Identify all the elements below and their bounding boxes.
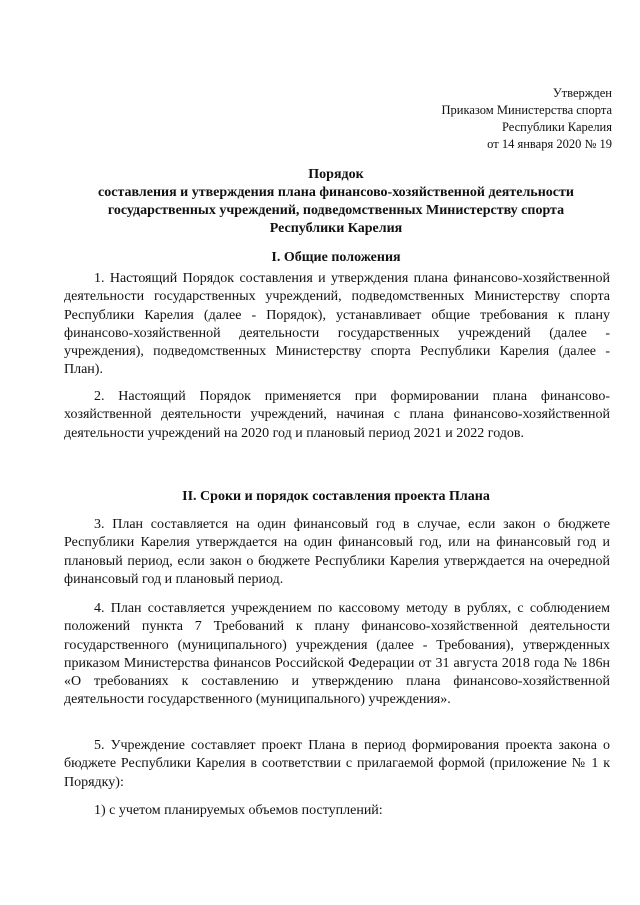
paragraph-6: 1) с учетом планируемых объемов поступлений: [94,803,383,818]
title-line-2: составления и утверждения плана финансово-хозяйственной деятельности [98,185,574,200]
approval-stamp [442,85,612,153]
approval-line-3: Республики Карелия [501,120,612,134]
section-heading-terms: II. Сроки и порядок составления проекта Плана [182,489,490,504]
paragraph-3: 3. План составляется на один финансовый год в случае, если закон о бюджете Республики Карелия утверждается на один финансовый год, или на финансовый год и плановый период, если закон о бюджете Республики Карелия утверждается на очередной финансовый год и плановый период. [64,517,610,587]
paragraph-4: 4. План составляется учреждением по кассовому методу в рублях, с соблюдением положений пункта 7 Требований к плану финансово-хозяйственной деятельности государственного (муниципального) учреждения (далее - Требования), утвержденных приказом Министерства финансов Российской Федерации от 31 августа 2018 года № 186н «О требованиях к составлению и утверждению плана финансово-хозяйственной деятельности государственного (муниципального) учреждения». [64,601,610,708]
paragraph-1: 1. Настоящий Порядок составления и утверждения плана финансово-хозяйственной деятельности государственных учреждений, подведомственных Министерству спорта Республики Карелия (далее - Порядок), устанавливает общие требования к плану финансово-хозяйственной деятельности государственных учреждений (далее - учреждения), подведомственных Министерству спорта Республики Карелия (далее - План). [64,271,610,378]
section-heading-general: I. Общие положения [271,250,401,265]
paragraph-2: 2. Настоящий Порядок применяется при формировании плана финансово-хозяйственной деятельности учреждений, начиная с плана финансово-хозяйственной деятельности учреждений на 2020 год и плановый период 2021 и 2022 годов. [64,389,610,441]
title-line-3: государственных учреждений, подведомственных Министерству спорта [107,203,565,218]
document-title [62,166,610,238]
approval-line-4: от 14 января 2020 № 19 [487,137,612,151]
title-line-4: Республики Карелия [269,221,403,236]
approval-line-1: Утвержден [552,86,612,100]
title-line-1: Порядок [308,167,364,182]
paragraph-5: 5. Учреждение составляет проект Плана в период формирования проекта закона о бюджете Республики Карелия в соответствии с прилагаемой формой (приложение № 1 к Порядку): [64,738,610,790]
approval-line-2: Приказом Министерства спорта [441,103,612,117]
